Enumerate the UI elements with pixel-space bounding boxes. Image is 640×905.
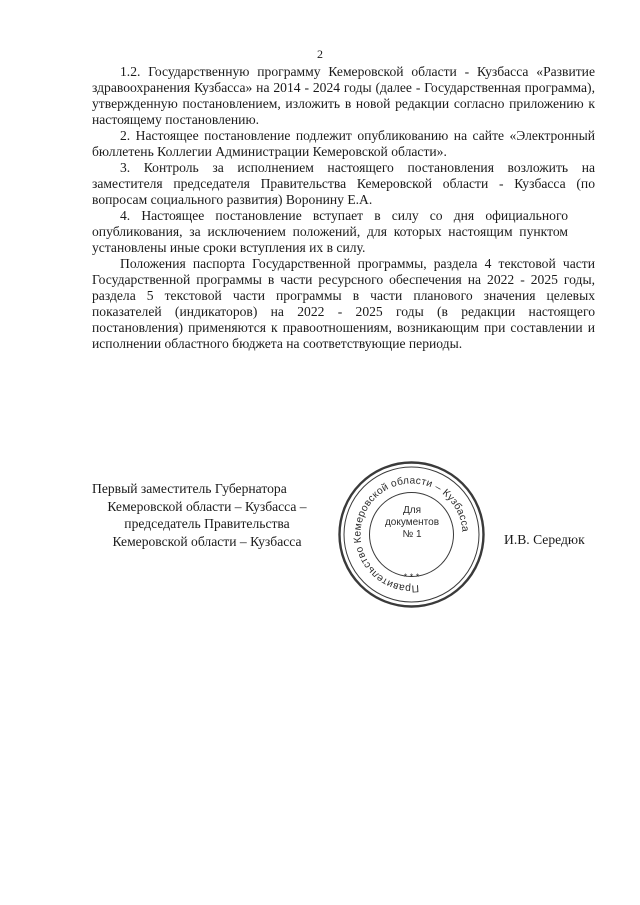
- signatory-line-1: Первый заместитель Губернатора: [92, 481, 287, 496]
- seal-center-line-1: Для: [402, 505, 422, 516]
- signatory-line-4: Кемеровской области – Кузбасса: [112, 533, 302, 549]
- seal-center-line-3: № 1: [402, 529, 422, 540]
- seal-center-line-2: документов: [384, 517, 440, 528]
- page-number: 2: [317, 47, 323, 61]
- seal-center-text: [377, 505, 447, 541]
- paragraph-4: 4. Настоящее постановление вступает в силу со дня официального опубликования, за исключением положений, для которых настоящим пунктом установлены иные сроки вступления их в силу.: [92, 208, 568, 255]
- signer-name: И.В. Середюк: [504, 532, 585, 547]
- official-seal-stamp: [336, 459, 487, 610]
- seal-stars: * * *: [403, 572, 420, 582]
- signatory-position: [92, 480, 322, 550]
- signatory-line-3: председатель Правительства: [124, 516, 290, 531]
- paragraph-1-2: 1.2. Государственную программу Кемеровской области - Кузбасса «Развитие здравоохранения Кузбасса» на 2014 - 2024 годы (далее - Государственная программа), утвержденную постановлением, изложить в новой редакции согласно приложению к настоящему постановлению.: [92, 64, 595, 127]
- paragraph-2: 2. Настоящее постановление подлежит опубликованию на сайте «Электронный бюллетень Коллегии Администрации Кемеровской области».: [92, 128, 595, 159]
- document-body: [92, 64, 595, 352]
- paragraph-3: 3. Контроль за исполнением настоящего постановления возложить на заместителя председателя Правительства Кемеровской области - Кузбасса (по вопросам социального развития) Воронину Е.А.: [92, 160, 595, 207]
- seal-ring-text: Правительство Кемеровской области – Кузбасса: [352, 475, 471, 594]
- paragraph-provisions: Положения паспорта Государственной программы, раздела 4 текстовой части Государственной программы в части ресурсного обеспечения на 2022 - 2025 годы, раздела 5 текстовой части программы в части планового значения целевых показателей (индикаторов) на 2022 - 2025 годы (в редакции настоящего постановления) применяются к правоотношениям, возникающим при составлении и исполнении областного бюджета на соответствующие периоды.: [92, 256, 595, 351]
- signatory-line-2: Кемеровской области – Кузбасса –: [107, 498, 307, 514]
